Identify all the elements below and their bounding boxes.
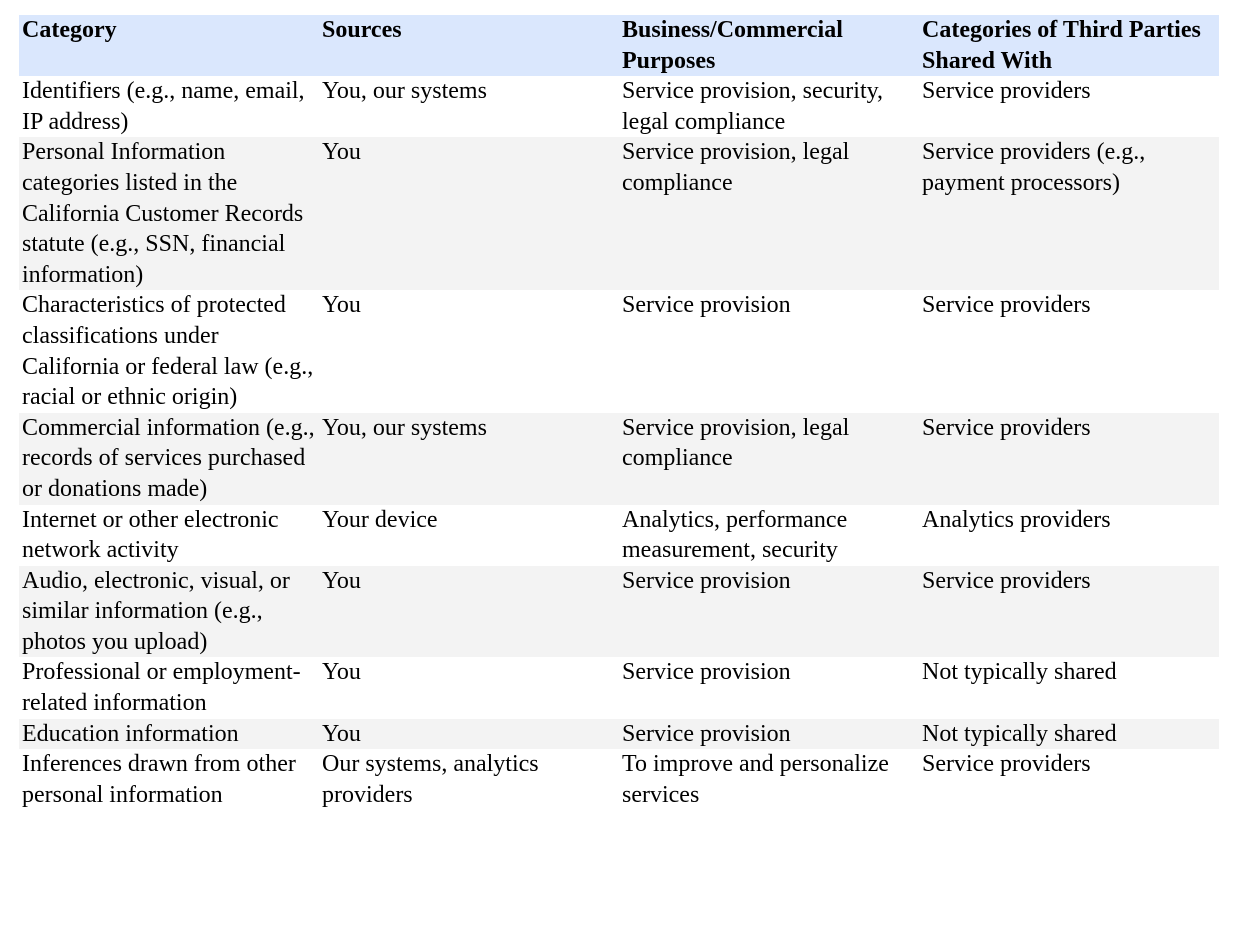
cell-sources: Your device [322, 506, 438, 533]
cell-purposes: Analytics, performance measurement, security [622, 506, 848, 564]
table-row [19, 505, 1219, 566]
cell-sources: You [322, 720, 361, 747]
table-header-row [19, 15, 1219, 76]
data-categories-table-wrapper [19, 15, 1219, 810]
cell-third-parties: Analytics providers [922, 506, 1111, 533]
cell-category: Internet or other electronic network activity [22, 506, 279, 564]
cell-purposes: Service provision [622, 567, 791, 594]
cell-third-parties: Service providers [922, 751, 1091, 778]
header-sources: Sources [322, 17, 402, 43]
cell-purposes: To improve and personalize services [622, 751, 889, 808]
cell-purposes: Service provision [622, 292, 791, 319]
cell-category: Inferences drawn from other personal information [22, 751, 296, 808]
cell-category: Identifiers (e.g., name, email, IP address) [22, 78, 305, 135]
cell-purposes: Service provision [622, 659, 791, 686]
cell-third-parties: Not typically shared [922, 659, 1117, 686]
cell-category: Professional or employment-related information [22, 659, 301, 717]
table-row [19, 657, 1219, 718]
cell-third-parties: Service providers [922, 292, 1091, 319]
cell-sources: You [322, 567, 361, 594]
cell-sources: You, our systems [322, 414, 487, 441]
cell-sources: You [322, 139, 361, 166]
cell-category: Personal Information categories listed in the California Customer Records statute (e.g., SSN, financial information) [22, 139, 304, 288]
data-categories-table [19, 15, 1219, 810]
header-category: Category [22, 17, 117, 43]
cell-sources: Our systems, analytics providers [322, 751, 539, 808]
cell-category: Audio, electronic, visual, or similar information (e.g., photos you upload) [22, 567, 290, 655]
table-row [19, 719, 1219, 750]
header-purposes: Business/Commercial Purposes [622, 17, 843, 74]
table-row [19, 566, 1219, 658]
cell-purposes: Service provision, legal compliance [622, 414, 850, 472]
cell-category: Commercial information (e.g., records of services purchased or donations made) [22, 414, 315, 502]
table-row [19, 749, 1219, 810]
cell-purposes: Service provision [622, 720, 791, 747]
table-row [19, 137, 1219, 290]
table-row [19, 290, 1219, 412]
cell-purposes: Service provision, legal compliance [622, 139, 850, 196]
table-row [19, 413, 1219, 505]
header-third-parties: Categories of Third Parties Shared With [922, 17, 1201, 74]
cell-third-parties: Service providers [922, 567, 1091, 594]
cell-sources: You, our systems [322, 78, 487, 105]
cell-third-parties: Service providers [922, 414, 1091, 441]
cell-purposes: Service provision, security, legal compliance [622, 78, 884, 135]
cell-sources: You [322, 292, 361, 319]
cell-third-parties: Service providers (e.g., payment processors) [922, 139, 1146, 196]
cell-category: Characteristics of protected classifications under California or federal law (e.g., racial or ethnic origin) [22, 292, 314, 411]
cell-third-parties: Service providers [922, 78, 1091, 105]
cell-category: Education information [22, 720, 239, 747]
table-row [19, 76, 1219, 137]
cell-sources: You [322, 659, 361, 686]
cell-third-parties: Not typically shared [922, 720, 1117, 747]
